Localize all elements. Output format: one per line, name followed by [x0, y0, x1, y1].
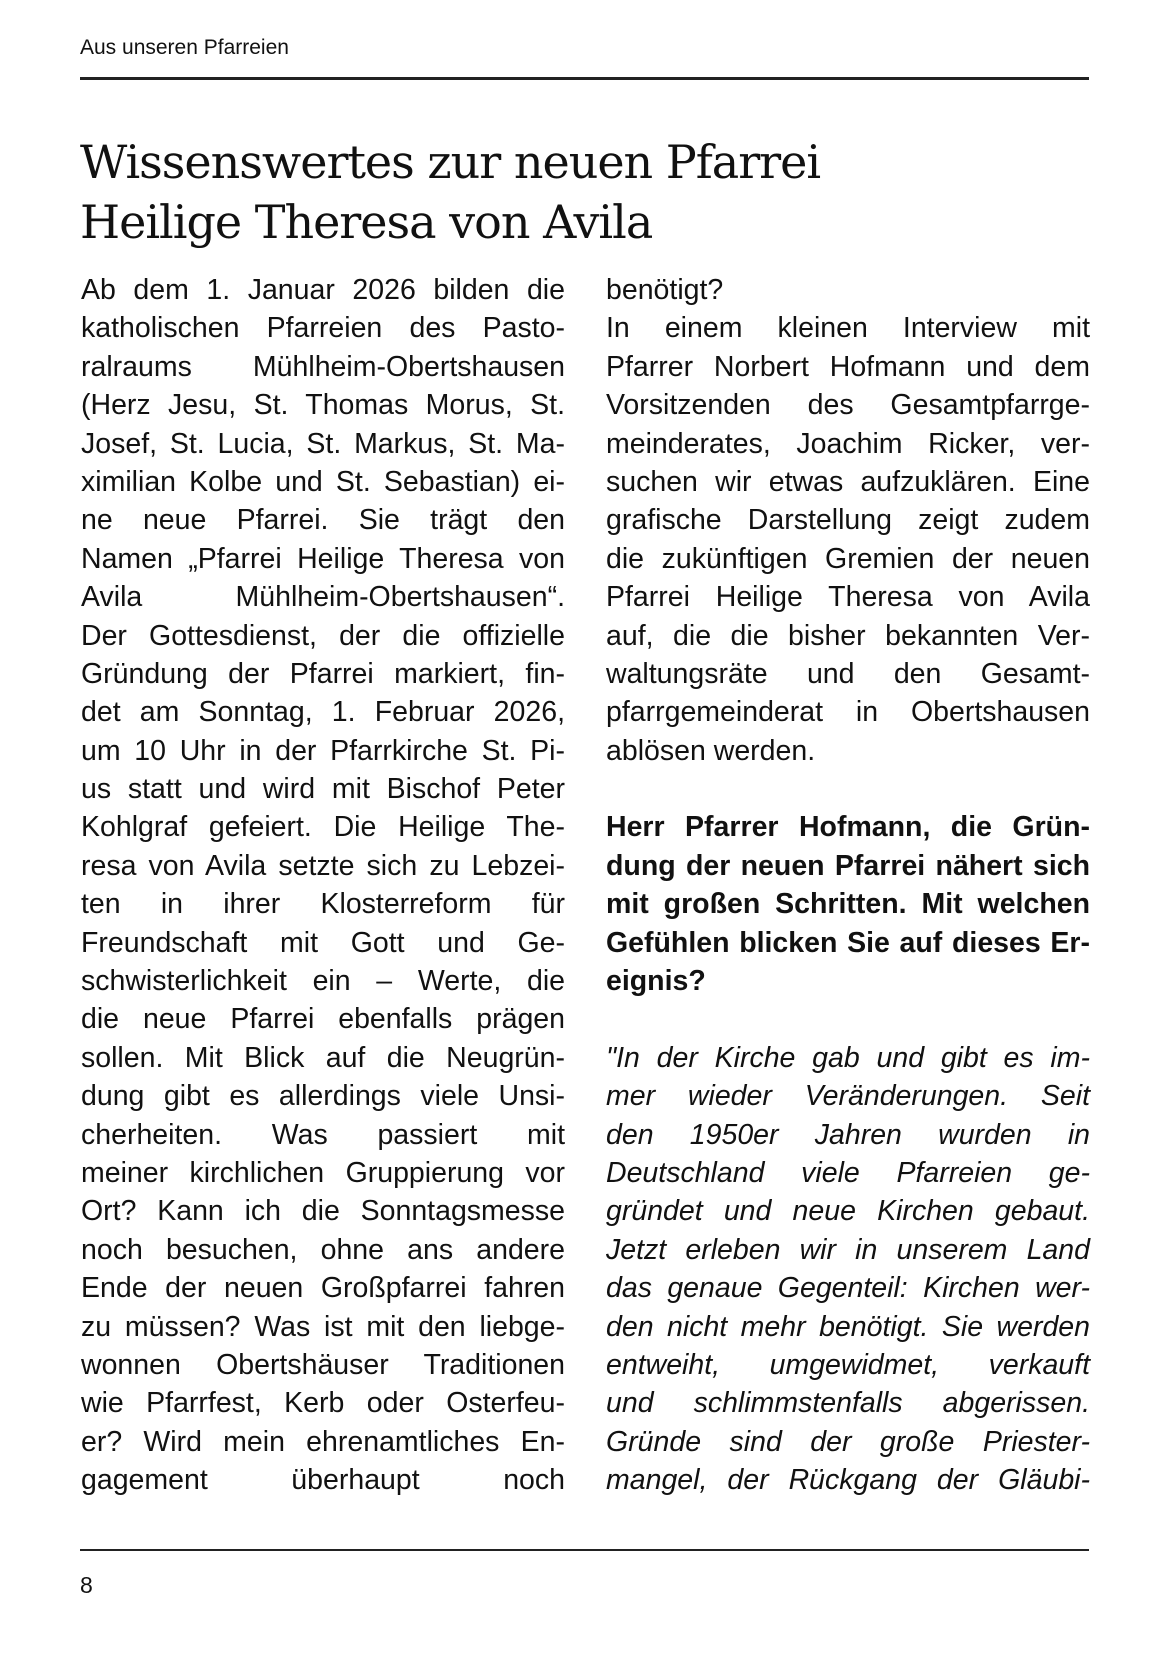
- text-line: Gründung der Pfarrei markiert, fin-: [81, 657, 565, 690]
- text-line: (Herz Jesu, St. Thomas Morus, St.: [81, 389, 565, 422]
- text-line: die neue Pfarrei ebenfalls prägen: [81, 1003, 565, 1036]
- text-line: Freundschaft mit Gott und Ge-: [81, 926, 565, 959]
- answer-line: Deutschland viele Pfarreien ge-: [606, 1156, 1090, 1189]
- text-line: In einem kleinen Interview mit: [606, 312, 1090, 345]
- answer-line: "In der Kirche gab und gibt es im-: [606, 1041, 1090, 1074]
- answer-line: mangel, der Rückgang der Gläubi-: [606, 1464, 1090, 1497]
- text-line: dung gibt es allerdings viele Unsi-: [81, 1080, 565, 1113]
- header-rule: [80, 77, 1089, 80]
- answer-line: und schlimmstenfalls abgerissen.: [606, 1387, 1090, 1420]
- text-line: waltungsräte und den Gesamt-: [606, 657, 1090, 690]
- text-line: ablösen werden.: [606, 734, 816, 767]
- question-line: Gefühlen blicken Sie auf dieses Er-: [606, 926, 1090, 959]
- text-line: er? Wird mein ehrenamtliches En-: [81, 1425, 565, 1458]
- answer-line: entweiht, umgewidmet, verkauft: [606, 1348, 1090, 1381]
- text-line: ten in ihrer Klosterreform für: [81, 888, 565, 921]
- text-line: pfarrgemeinderat in Obertshausen: [606, 696, 1090, 729]
- text-line: meinderates, Joachim Ricker, ver-: [606, 427, 1090, 460]
- page-number: 8: [80, 1572, 93, 1598]
- title-line: Heilige Theresa von Avila: [80, 195, 653, 249]
- text-line: benötigt?: [606, 274, 724, 306]
- answer-line: das genaue Gegenteil: Kirchen wer-: [606, 1272, 1090, 1305]
- text-line: Der Gottesdienst, der die offizielle: [81, 619, 565, 652]
- question-line: eignis?: [606, 965, 706, 998]
- text-line: Ort? Kann ich die Sonntagsmesse: [81, 1195, 565, 1228]
- text-line: Avila Mühlheim-Obertshausen“.: [81, 581, 565, 614]
- text-line: det am Sonntag, 1. Februar 2026,: [81, 696, 565, 729]
- text-line: Pfarrer Norbert Hofmann und dem: [606, 350, 1090, 383]
- text-line: die zukünftigen Gremien der neuen: [606, 542, 1090, 575]
- text-line: auf, die die bisher bekannten Ver-: [606, 619, 1090, 652]
- footer-rule: [80, 1549, 1089, 1551]
- answer-line: mer wieder Veränderungen. Seit: [606, 1080, 1090, 1113]
- question-line: dung der neuen Pfarrei nähert sich: [606, 849, 1090, 882]
- text-line: schwisterlichkeit ein – Werte, die: [81, 965, 565, 998]
- paragraph-gap: [606, 1000, 1090, 1038]
- text-line: ralraums Mühlheim-Obertshausen: [81, 350, 565, 383]
- left-column: [81, 271, 565, 1500]
- answer-line: den 1950er Jahren wurden in: [606, 1118, 1090, 1151]
- text-line: ximilian Kolbe und St. Sebastian) ei-: [81, 465, 565, 498]
- text-line: Ende der neuen Großpfarrei fahren: [81, 1272, 565, 1305]
- running-header: Aus unseren Pfarreien: [80, 36, 289, 59]
- text-line: zu müssen? Was ist mit den liebge-: [81, 1310, 565, 1343]
- paragraph-gap: [606, 770, 1090, 808]
- text-line: suchen wir etwas aufzuklären. Eine: [606, 465, 1090, 498]
- text-line: sollen. Mit Blick auf die Neugrün-: [81, 1041, 565, 1074]
- answer-line: Jetzt erleben wir in unserem Land: [606, 1233, 1090, 1266]
- text-line: cherheiten. Was passiert mit: [81, 1118, 565, 1151]
- text-line: wie Pfarrfest, Kerb oder Osterfeu-: [81, 1387, 565, 1420]
- article-title: [80, 132, 1080, 252]
- answer-line: den nicht mehr benötigt. Sie werden: [606, 1310, 1090, 1343]
- title-line: Wissenswertes zur neuen Pfarrei: [80, 135, 821, 189]
- text-line: us statt und wird mit Bischof Peter: [81, 773, 565, 806]
- text-line: noch besuchen, ohne ans andere: [81, 1233, 565, 1266]
- text-line: wonnen Obertshäuser Traditionen: [81, 1348, 565, 1381]
- question-line: Herr Pfarrer Hofmann, die Grün-: [606, 811, 1090, 844]
- text-line: Pfarrei Heilige Theresa von Avila: [606, 581, 1090, 614]
- text-line: Kohlgraf gefeiert. Die Heilige The-: [81, 811, 565, 844]
- text-line: grafische Darstellung zeigt zudem: [606, 504, 1090, 537]
- text-line: um 10 Uhr in der Pfarrkirche St. Pi-: [81, 734, 565, 767]
- right-column: [606, 271, 1090, 1500]
- text-line: meiner kirchlichen Gruppierung vor: [81, 1156, 565, 1189]
- text-line: resa von Avila setzte sich zu Lebzei-: [81, 849, 565, 882]
- text-line: ne neue Pfarrei. Sie trägt den: [81, 504, 565, 537]
- answer-line: Gründe sind der große Priester-: [606, 1425, 1090, 1458]
- answer-line: gründet und neue Kirchen gebaut.: [606, 1195, 1090, 1228]
- text-line: Josef, St. Lucia, St. Markus, St. Ma-: [81, 427, 565, 460]
- question-line: mit großen Schritten. Mit welchen: [606, 888, 1090, 921]
- text-line: gagement überhaupt noch: [81, 1464, 565, 1497]
- text-line: Vorsitzenden des Gesamtpfarrge-: [606, 389, 1090, 422]
- text-line: katholischen Pfarreien des Pasto-: [81, 312, 565, 345]
- text-line: Ab dem 1. Januar 2026 bilden die: [81, 274, 565, 306]
- text-line: Namen „Pfarrei Heilige Theresa von: [81, 542, 565, 575]
